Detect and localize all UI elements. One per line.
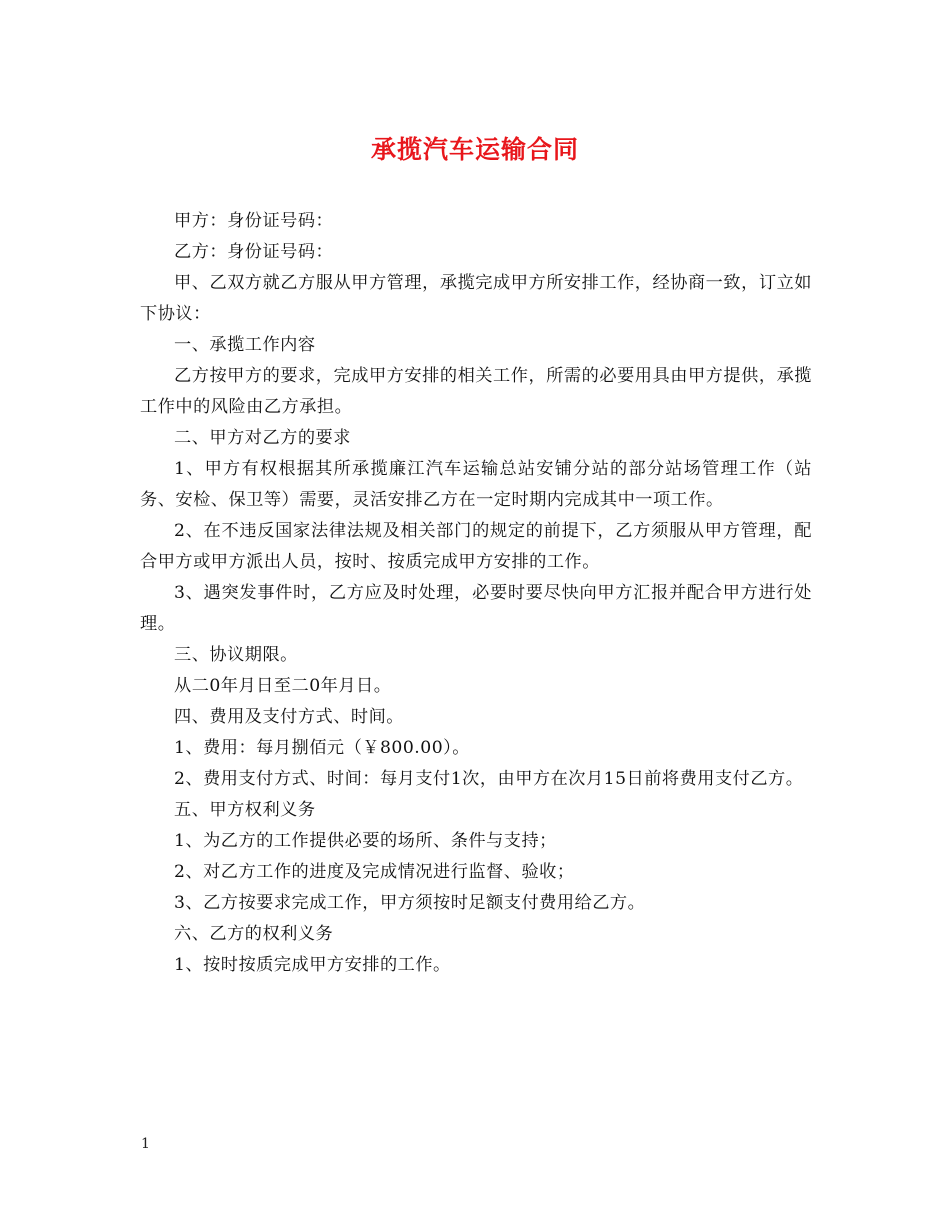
document-body <box>140 206 812 981</box>
paragraph: 2、对乙方工作的进度及完成情况进行监督、验收； <box>174 862 575 882</box>
paragraph: 从二0年月日至二0年月日。 <box>174 676 392 696</box>
paragraph-party-a: 甲方：身份证号码： <box>174 211 334 231</box>
paragraph-preamble: 甲、乙双方就乙方服从甲方管理，承揽完成甲方所安排工作，经协商一致，订立如下协议： <box>140 273 812 324</box>
document-title: 承揽汽车运输合同 <box>370 135 579 164</box>
section-heading-2: 二、甲方对乙方的要求 <box>174 428 351 448</box>
section-heading-4: 四、费用及支付方式、时间。 <box>174 707 404 727</box>
paragraph: 1、费用：每月捌佰元（￥800.00）。 <box>174 738 470 758</box>
paragraph-party-b: 乙方：身份证号码： <box>174 242 334 262</box>
paragraph: 乙方按甲方的要求，完成甲方安排的相关工作，所需的必要用具由甲方提供，承揽工作中的风险由乙方承担。 <box>140 366 812 417</box>
paragraph: 1、甲方有权根据其所承揽廉江汽车运输总站安铺分站的部分站场管理工作（站务、安检、保卫等）需要，灵活安排乙方在一定时期内完成其中一项工作。 <box>140 459 812 510</box>
section-heading-3: 三、协议期限。 <box>174 645 298 665</box>
section-heading-5: 五、甲方权利义务 <box>174 800 316 820</box>
paragraph: 2、费用支付方式、时间：每月支付1次，由甲方在次月15日前将费用支付乙方。 <box>174 769 804 789</box>
section-heading-6: 六、乙方的权利义务 <box>174 924 334 944</box>
section-heading-1: 一、承揽工作内容 <box>174 335 316 355</box>
paragraph: 1、为乙方的工作提供必要的场所、条件与支持； <box>174 831 557 851</box>
paragraph: 2、在不违反国家法律法规及相关部门的规定的前提下，乙方须服从甲方管理，配合甲方或甲方派出人员，按时、按质完成甲方安排的工作。 <box>140 521 812 572</box>
paragraph: 3、乙方按要求完成工作，甲方须按时足额支付费用给乙方。 <box>174 893 646 913</box>
paragraph: 3、遇突发事件时，乙方应及时处理，必要时要尽快向甲方汇报并配合甲方进行处理。 <box>140 583 812 634</box>
paragraph: 1、按时按质完成甲方安排的工作。 <box>174 955 451 975</box>
page-number: 1 <box>141 1136 150 1152</box>
